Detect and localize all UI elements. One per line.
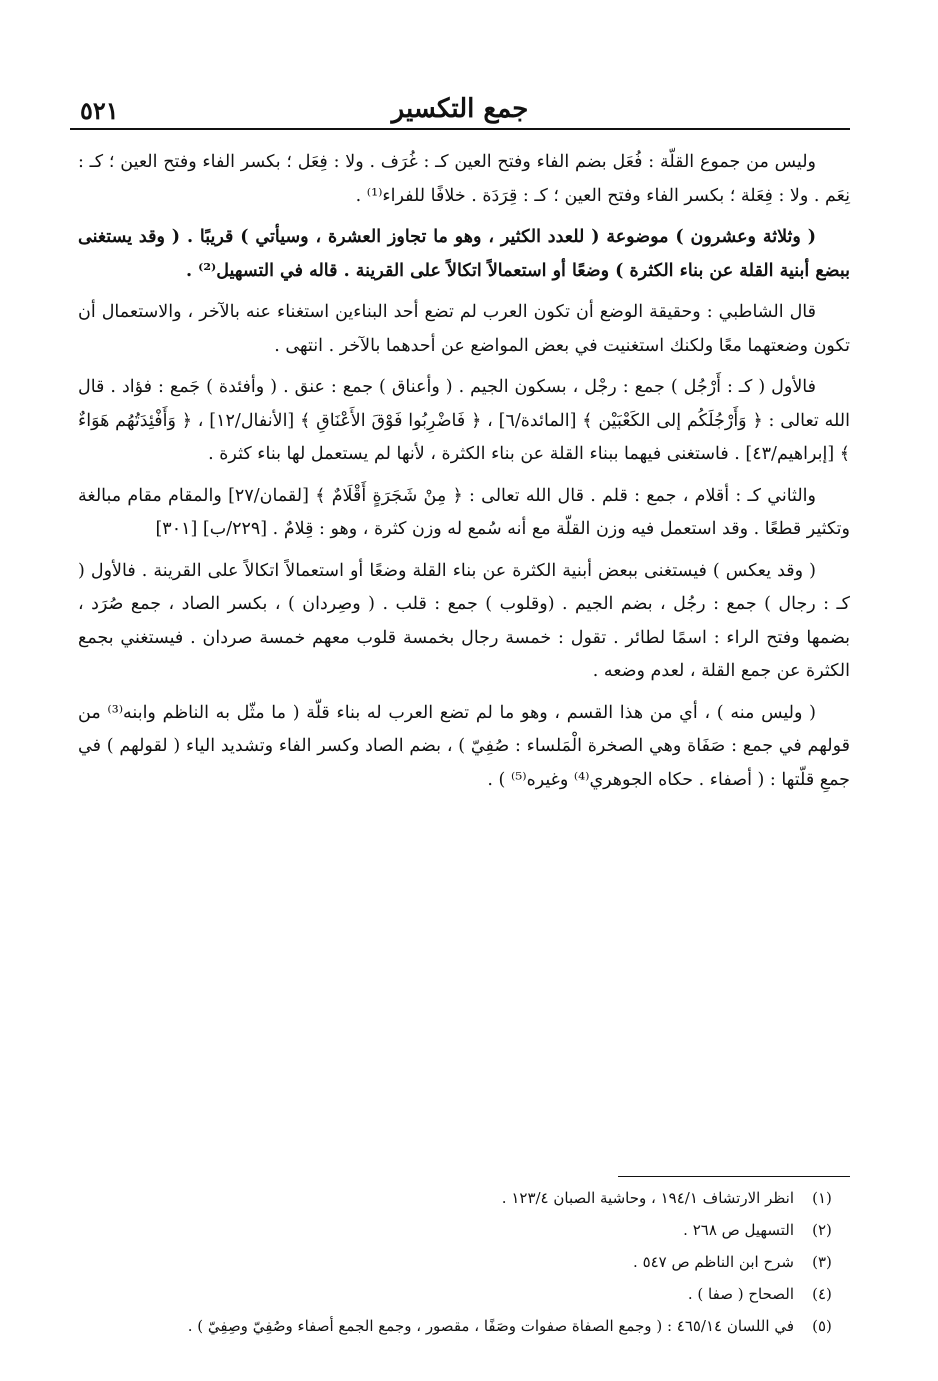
footnote-text: انظر الارتشاف ١٩٤/١ ، وحاشية الصبان ١٢٣/٤ . xyxy=(501,1189,794,1207)
footnote-2 xyxy=(78,1214,850,1246)
line: فالأول ( كـ : أَرْجُل ) جمع : رجْل ، بسكون الجيم . ( وأعناق ) جمع : عنق . xyxy=(283,377,816,397)
running-title: جمع التكسير xyxy=(391,94,529,124)
footnote-4 xyxy=(78,1278,850,1310)
running-header xyxy=(70,92,850,130)
paragraph-1 xyxy=(78,146,850,213)
line: فَوْقَ الأَعْنَاقِ ﴾ [الأنفال/١٢] ، ﴿ وَأَفْئِدَتُهُم هَوَاءٌ ﴾ [إبراهيم/٤٣] . فاستغنى فيهما ببناء القلة xyxy=(78,410,850,464)
line: أحدهما بالآخر . انتهى . xyxy=(274,335,436,356)
line: عن بناء الكثرة ، لأنها لم يستعمل لها بناء كثرة . xyxy=(208,444,545,464)
footnote-5 xyxy=(78,1310,850,1342)
line: بالآخر ، والاستعمال أن تكون وضعتهما معًا ولكنك استغنيت في بعض المواضع عن xyxy=(78,302,850,356)
footnote-number: (٣) xyxy=(812,1253,832,1271)
paragraph-2 xyxy=(78,221,850,288)
line: وليس من جموع القلّة : فُعَل بضم الفاء وفتح العين كـ : غُرَف . ولا : فِعَل ؛ xyxy=(286,152,816,172)
paragraph-5 xyxy=(78,480,850,547)
paragraph-6 xyxy=(78,555,850,689)
line: ( وصِردان ) ، بكسر الصاد ، جمع صُرَد ، بضمها وفتح الراء : اسمًا لطائر . تقول : خمسة xyxy=(78,594,850,648)
footnote-text: شرح ابن الناظم ص ٥٤٧ . xyxy=(633,1253,794,1271)
line: قال الشاطبي : وحقيقة الوضع أن تكون العرب لم تضع أحد البناءين استغناء عنه xyxy=(245,302,816,322)
footnote-text: التسهيل ص ٢٦٨ . xyxy=(683,1221,794,1239)
footnote-number: (٤) xyxy=(812,1285,832,1303)
line: ( وليس منه ) ، أي من هذا القسم ، وهو ما لم تضع العرب له بناء قلّة ( ما مثّل xyxy=(236,702,816,723)
footnote-number: (٢) xyxy=(812,1221,832,1239)
footnote-number: (٥) xyxy=(812,1317,832,1335)
footnote-text: في اللسان ٤٦٥/١٤ : ( وجمع الصفاة صفوات وصَفًا ، مقصور ، وجمع الجمع أصفاء وصُفِيّ وصِفِيّ ) . xyxy=(187,1317,794,1335)
footnote-text: الصحاح ( صفا ) . xyxy=(687,1285,794,1303)
line: ( وأفئدة ) جَمع : فؤاد . قال الله تعالى : ﴿ وَأَرْجُلَكُم إلى الكَعْبَيْن ﴾ [المائدة/٦] ، ﴿ فَاضْرِبُوا xyxy=(78,377,850,431)
footnote-1 xyxy=(78,1182,850,1214)
footnote-number: (١) xyxy=(812,1189,832,1207)
line: اتكالاً على القرينة . قاله في التسهيل⁽²⁾ . xyxy=(185,260,482,281)
line: وسيأتي ) قريبًا . ( وقد يستغنى ببضع أبنية القلة عن بناء الكثرة ) وضعًا أو استعمالاً xyxy=(78,227,850,281)
line: ( وقد يعكس ) فيستغنى ببعض أبنية الكثرة عن بناء القلة وضعًا أو استعمالاً xyxy=(285,560,816,581)
footnote-rule xyxy=(618,1176,850,1177)
line: بكسر الفاء وفتح العين ؛ كـ : نِعَم . ولا : فِعَلة ؛ بكسر الفاء وفتح العين ؛ كـ : قِرَدَة . xyxy=(78,152,850,206)
header-rule xyxy=(70,128,850,130)
footnotes xyxy=(78,1182,850,1342)
line: وهو : قِلامٌ . [٢٢٩/ب] [٣٠١] xyxy=(155,519,358,539)
line: والثاني كـ : أقلام ، جمع : قلم . قال الله تعالى : ﴿ مِنْ شَجَرَةٍ أَقْلَامٌ ﴾ [لقمان/٢٧] xyxy=(228,485,816,506)
line: والمقام مقام مبالغة وتكثير قطعًا . وقد استعمل فيه وزن القلّة مع أنه سُمع له وزن كثرة ، xyxy=(78,485,850,539)
line: به الناظم وابنه⁽³⁾ من قولهم في جمع : صَفَاة وهي الصخرة الْمَلساء : صُفِيّ ) ، بضم الصاد xyxy=(78,702,850,756)
line: رجال بخمسة قلوب معهم خمسة صردان . فيستغني بجمع الكثرة عن جمع القلة ، لعدم وضعه . xyxy=(78,627,850,681)
footnote-3 xyxy=(78,1246,850,1278)
paragraph-7 xyxy=(78,697,850,798)
page-number: ٥٢١ xyxy=(80,96,119,125)
body-text xyxy=(78,146,850,805)
paragraph-3 xyxy=(78,296,850,363)
paragraph-4 xyxy=(78,371,850,472)
line: ( وثلاثة وعشرون ) موضوعة ( للعدد الكثير ، وهو ما تجاوز العشرة ، xyxy=(315,227,816,247)
line: خلافًا للفراء⁽¹⁾ . xyxy=(355,185,466,206)
line: وكسر الفاء وتشديد الياء ( لقولهم ) في جمعِ قلّتها : ( أصفاء . حكاه الجوهري⁽⁴⁾ وغيره⁽⁵⁾ ) . xyxy=(78,736,850,790)
line: اتكالاً على القرينة . فالأول ( كـ : رجال ) جمع : رجُل ، بضم الجيم . (وقلوب ) جمع : قلب . xyxy=(78,560,850,614)
